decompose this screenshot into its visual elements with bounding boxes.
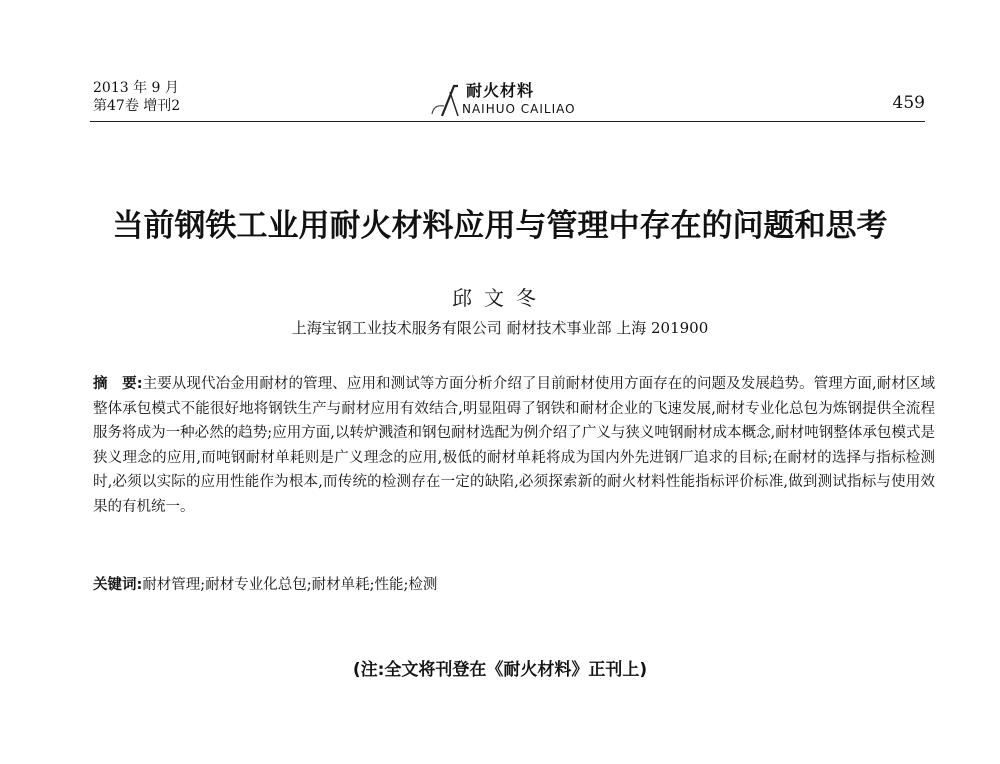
logo-chinese-name: 耐火材料 (466, 81, 535, 100)
issue-date: 2013 年 9 月 (93, 80, 179, 96)
page-number: 459 (892, 93, 925, 113)
header-rule (90, 121, 925, 122)
abstract-body: 主要从现代冶金用耐材的管理、应用和测试等方面分析介绍了目前耐材使用方面存在的问题及发展趋势。管理方面,耐材区域整体承包模式不能很好地将钢铁生产与耐材应用有效结合,明显阻碍了钢铁和耐材企业的飞速发展,耐材专业化总包为炼钢提供全流程服务将成为一种必然的趋势;应用方面,以转炉溅渣和钢包耐材选配为例介绍了广义与狭义吨钢耐材成本概念,耐材吨钢整体承包模式是狭义理念的应用,而吨钢耐材单耗则是广义理念的应用,极低的耐材单耗将成为国内外先进钢厂追求的目标;在耐材的选择与指标检测时,必须以实际的应用性能作为根本,而传统的检测存在一定的缺陷,必须探索新的耐火材料性能指标评价标准,做到测试指标与使用效果的有机统一。 (93, 376, 935, 515)
issue-volume: 第47卷 增刊2 (93, 98, 181, 114)
publication-note: (注:全文将刊登在《耐火材料》正刊上) (352, 660, 648, 680)
abstract-label: 摘 要: (93, 376, 143, 392)
journal-logo (428, 78, 588, 122)
keywords-label: 关键词: (93, 577, 143, 593)
keywords-list: 耐材管理;耐材专业化总包;耐材单耗;性能;检测 (142, 577, 438, 593)
article-title: 当前钢铁工业用耐火材料应用与管理中存在的问题和思考 (112, 208, 888, 244)
author-affiliation: 上海宝钢工业技术服务有限公司 耐材技术事业部 上海 201900 (291, 319, 709, 337)
keywords (93, 573, 437, 594)
logo-english-name: NAIHUO CAILIAO (462, 102, 576, 116)
abstract (93, 372, 935, 520)
article-author: 邱文冬 (452, 286, 548, 310)
journal-issue-info (93, 79, 180, 115)
